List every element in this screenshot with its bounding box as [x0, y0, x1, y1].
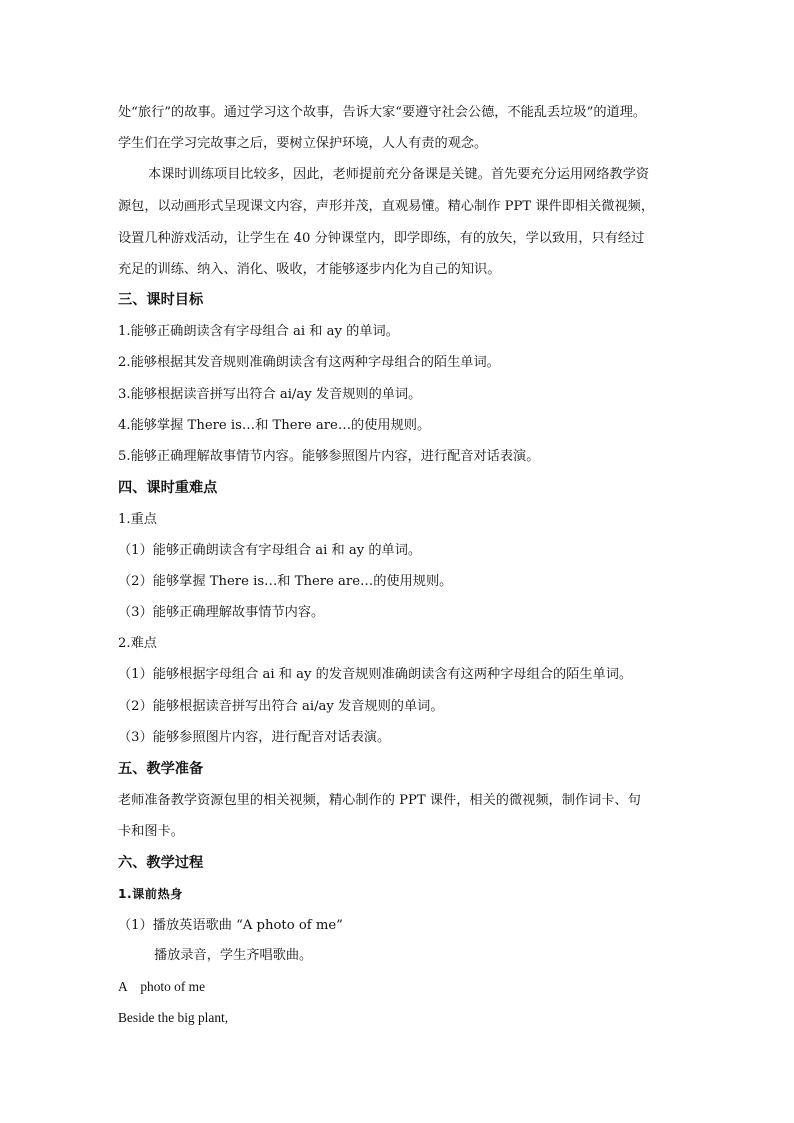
key-point-item: （1）能够正确朗读含有字母组合 ai 和 ay 的单词。 — [118, 543, 422, 558]
goal-item: 3.能够根据读音拼写出符合 ai/ay 发音规则的单词。 — [118, 387, 422, 402]
section-heading: 四、课时重难点 — [118, 480, 218, 496]
paragraph-line: 本课时训练项目比较多，因此，老师提前充分备课是关键。首先要充分运用网络教学资 — [148, 167, 650, 182]
key-point-item: （2）能够掌握 There is…和 There are…的使用规则。 — [118, 574, 453, 589]
section-heading: 三、课时目标 — [118, 292, 204, 308]
difficulty-item: （1）能够根据字母组合 ai 和 ay 的发音规则准确朗读含有这两种字母组合的陌生单词。 — [118, 667, 633, 682]
step-description: 播放录音，学生齐唱歌曲。 — [154, 948, 313, 963]
subheading: 1.重点 — [118, 512, 157, 527]
paragraph-line: 学生们在学习完故事之后，要树立保护环境，人人有责的观念。 — [118, 136, 488, 151]
paragraph-line: 充足的训练、纳入、消化、吸收，才能够逐步内化为自己的知识。 — [118, 262, 501, 277]
goal-item: 5.能够正确理解故事情节内容。能够参照图片内容，进行配音对话表演。 — [118, 449, 540, 464]
goal-item: 4.能够掌握 There is…和 There are…的使用规则。 — [118, 418, 431, 433]
paragraph-line: 老师准备教学资源包里的相关视频，精心制作的 PPT 课件，相关的微视频，制作词卡、句 — [118, 793, 641, 808]
key-point-item: （3）能够正确理解故事情节内容。 — [118, 605, 325, 620]
paragraph-line: 处“旅行”的故事。通过学习这个故事，告诉大家“要遵守社会公德，不能乱丢垃圾”的道理。 — [118, 105, 647, 120]
paragraph-line: 源包，以动画形式呈现课文内容，声形并茂，直观易懂。精心制作 PPT 课件即相关微视频， — [118, 199, 655, 214]
song-lyric-line: Beside the big plant, — [118, 1010, 229, 1025]
goal-item: 2.能够根据其发音规则准确朗读含有这两种字母组合的陌生单词。 — [118, 355, 500, 370]
subheading: 2.难点 — [118, 636, 157, 651]
section-heading: 六、教学过程 — [118, 855, 204, 871]
paragraph-line: 卡和图卡。 — [118, 824, 184, 839]
difficulty-item: （2）能够根据读音拼写出符合 ai/ay 发音规则的单词。 — [118, 699, 444, 714]
subheading: 1.课前热身 — [118, 887, 183, 901]
section-heading: 五、教学准备 — [118, 761, 204, 777]
paragraph-line: 设置几种游戏活动，让学生在 40 分钟课堂内，即学即练，有的放矢，学以致用，只有经过 — [118, 231, 645, 246]
goal-item: 1.能够正确朗读含有字母组合 ai 和 ay 的单词。 — [118, 324, 399, 339]
step-item: （1）播放英语歌曲 “A photo of me” — [118, 918, 343, 933]
difficulty-item: （3）能够参照图片内容，进行配音对话表演。 — [118, 730, 391, 745]
song-title: A photo of me — [118, 979, 206, 994]
